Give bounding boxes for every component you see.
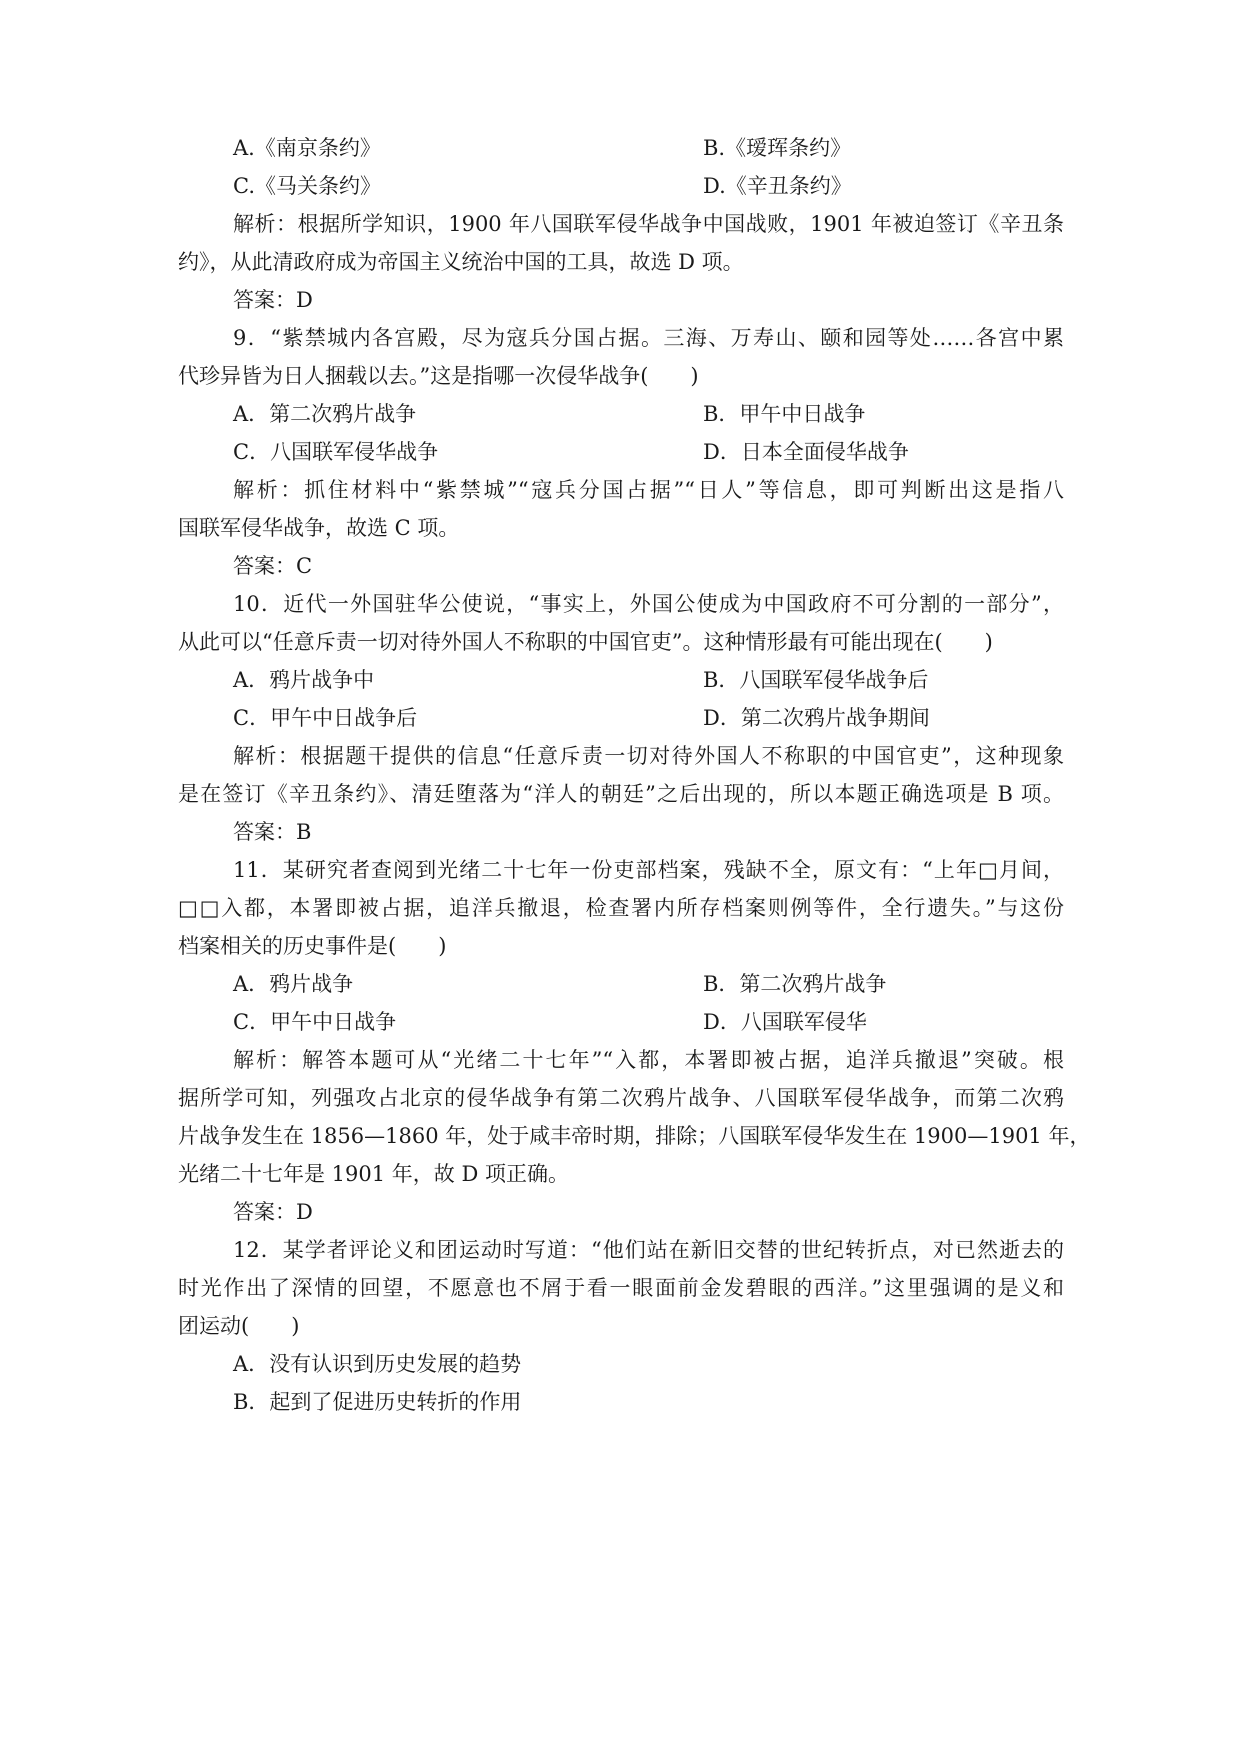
q12-option-b: B．起到了促进历史转折的作用 (233, 1390, 522, 1414)
q10-stem-line-1: 10．近代一外国驻华公使说，“事实上，外国公使成为中国政府不可分割的一部分”， (233, 592, 1064, 616)
q8-option-b: B.《瑷珲条约》 (703, 136, 852, 160)
q8-option-c: C.《马关条约》 (233, 174, 381, 198)
q8-answer: 答案：D (233, 288, 313, 312)
q11-stem-line-1: 11．某研究者查阅到光绪二十七年一份吏部档案，残缺不全，原文有：“上年□月间， (233, 858, 1064, 882)
q9-stem-line-2: 代珍异皆为日人捆载以去。”这是指哪一次侵华战争( ) (178, 364, 699, 388)
q11-option-c: C．甲午中日战争 (233, 1010, 397, 1034)
q10-option-c: C．甲午中日战争后 (233, 706, 418, 730)
q10-option-b: B．八国联军侵华战争后 (703, 668, 929, 692)
q10-option-d: D．第二次鸦片战争期间 (703, 706, 930, 730)
q12-stem-line-2: 时光作出了深情的回望，不愿意也不屑于看一眼面前金发碧眼的西洋。”这里强调的是义和 (178, 1276, 1064, 1300)
q8-analysis-line-2: 约》，从此清政府成为帝国主义统治中国的工具，故选 D 项。 (178, 250, 744, 274)
q11-option-d: D．八国联军侵华 (703, 1010, 867, 1034)
q11-stem-line-3: 档案相关的历史事件是( ) (178, 934, 447, 958)
q11-option-b: B．第二次鸦片战争 (703, 972, 887, 996)
q11-analysis-line-4: 光绪二十七年是 1901 年，故 D 项正确。 (178, 1162, 569, 1186)
q12-stem-line-1: 12．某学者评论义和团运动时写道：“他们站在新旧交替的世纪转折点，对已然逝去的 (233, 1238, 1064, 1262)
q12-option-a: A．没有认识到历史发展的趋势 (233, 1352, 522, 1376)
q10-analysis-line-1: 解析：根据题干提供的信息“任意斥责一切对待外国人不称职的中国官吏”，这种现象 (233, 744, 1064, 768)
q10-option-a: A．鸦片战争中 (233, 668, 375, 692)
q8-option-d: D.《辛丑条约》 (703, 174, 852, 198)
q9-answer: 答案：C (233, 554, 313, 578)
q9-option-b: B．甲午中日战争 (703, 402, 866, 426)
q9-option-a: A．第二次鸦片战争 (233, 402, 417, 426)
q11-stem-line-2: □□入都，本署即被占据，追洋兵撤退，检查署内所存档案则例等件，全行遗失。”与这份 (178, 896, 1064, 920)
q9-option-d: D．日本全面侵华战争 (703, 440, 909, 464)
q10-analysis-line-2: 是在签订《辛丑条约》、清廷堕落为“洋人的朝廷”之后出现的，所以本题正确选项是 B 项。 (178, 782, 1064, 806)
q10-stem-line-2: 从此可以“任意斥责一切对待外国人不称职的中国官吏”。这种情形最有可能出现在( ) (178, 630, 993, 654)
q9-analysis-line-2: 国联军侵华战争，故选 C 项。 (178, 516, 460, 540)
q8-option-a: A.《南京条约》 (233, 136, 381, 160)
q12-stem-line-3: 团运动( ) (178, 1314, 300, 1338)
q9-option-c: C．八国联军侵华战争 (233, 440, 439, 464)
q8-analysis-line-1: 解析：根据所学知识，1900 年八国联军侵华战争中国战败，1901 年被迫签订《辛丑条 (233, 212, 1064, 236)
q11-analysis-line-1: 解析：解答本题可从“光绪二十七年”“入都，本署即被占据，追洋兵撤退”突破。根 (233, 1048, 1064, 1072)
q11-analysis-line-3: 片战争发生在 1856—1860 年，处于咸丰帝时期，排除；八国联军侵华发生在 1900—1901 年， (178, 1124, 1091, 1148)
q11-answer: 答案：D (233, 1200, 313, 1224)
q11-analysis-line-2: 据所学可知，列强攻占北京的侵华战争有第二次鸦片战争、八国联军侵华战争，而第二次鸦 (178, 1086, 1064, 1110)
q10-answer: 答案：B (233, 820, 312, 844)
q11-option-a: A．鸦片战争 (233, 972, 354, 996)
q9-analysis-line-1: 解析：抓住材料中“紫禁城”“寇兵分国占据”“日人”等信息，即可判断出这是指八 (233, 478, 1064, 502)
q9-stem-line-1: 9．“紫禁城内各宫殿，尽为寇兵分国占据。三海、万寿山、颐和园等处……各宫中累 (233, 326, 1064, 350)
